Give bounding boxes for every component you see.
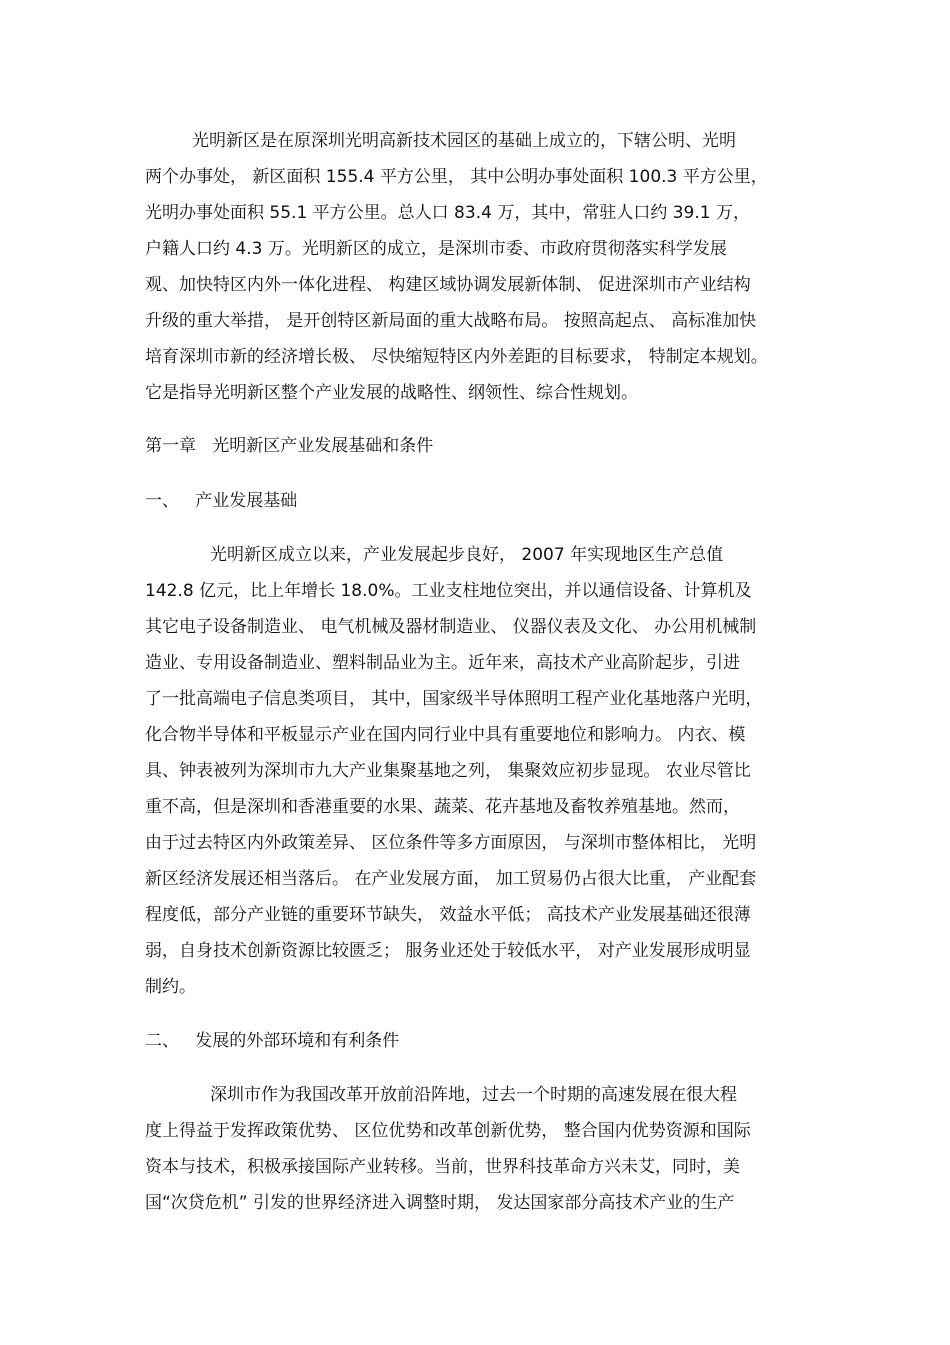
section-title: 一、 产业发展基础: [145, 491, 298, 511]
text-line: 造业、专用设备制造业、塑料制品业为主。近年来，高技术产业高阶起步，引进: [145, 653, 740, 673]
text-line: 光明新区成立以来，产业发展起步良好， 2007 年实现地区生产总值: [210, 545, 724, 565]
text-line: 光明办事处面积 55.1 平方公里。总人口 83.4 万，其中，常驻人口约 39.1 万，: [145, 203, 750, 223]
text-line: 两个办事处， 新区面积 155.4 平方公里， 其中公明办事处面积 100.3 平方公里，: [145, 167, 768, 187]
text-line: 了一批高端电子信息类项目， 其中，国家级半导体照明工程产业化基地落户光明，: [145, 689, 763, 709]
text-line: 新区经济发展还相当落后。 在产业发展方面， 加工贸易仍占很大比重， 产业配套: [145, 869, 757, 889]
text-line: 弱，自身技术创新资源比较匮乏； 服务业还处于较低水平， 对产业发展形成明显: [145, 941, 751, 961]
text-line: 培育深圳市新的经济增长极、 尽快缩短特区内外差距的目标要求， 特制定本规划。: [145, 347, 768, 367]
section-title: 二、 发展的外部环境和有利条件: [145, 1031, 400, 1051]
text-line: 重不高，但是深圳和香港重要的水果、蔬菜、花卉基地及畜牧养殖基地。然而，: [145, 797, 740, 817]
text-line: 它是指导光明新区整个产业发展的战略性、纲领性、综合性规划。: [145, 383, 638, 403]
text-line: 程度低，部分产业链的重要环节缺失， 效益水平低； 高技术产业发展基础还很薄: [145, 905, 751, 925]
text-line: 具、钟表被列为深圳市九大产业集聚基地之列， 集聚效应初步显现。 农业尽管比: [145, 761, 751, 781]
text-line: 光明新区是在原深圳光明高新技术园区的基础上成立的，下辖公明、光明: [192, 131, 736, 151]
text-line: 升级的重大举措， 是开创特区新局面的重大战略布局。 按照高起点、 高标准加快: [145, 311, 757, 331]
text-line: 制约。: [145, 977, 196, 997]
chapter-title: 第一章 光明新区产业发展基础和条件: [145, 436, 434, 456]
text-line: 142.8 亿元，比上年增长 18.0%。工业支柱地位突出，并以通信设备、计算机及: [145, 581, 752, 601]
text-line: 资本与技术，积极承接国际产业转移。当前，世界科技革命方兴未艾，同时，美: [145, 1157, 740, 1177]
text-line: 深圳市作为我国改革开放前沿阵地，过去一个时期的高速发展在很大程: [210, 1085, 737, 1105]
text-line: 由于过去特区内外政策差异、 区位条件等多方面原因， 与深圳市整体相比， 光明: [145, 833, 757, 853]
text-line: 其它电子设备制造业、 电气机械及器材制造业、 仪器仪表及文化、 办公用机械制: [145, 617, 757, 637]
text-line: 户籍人口约 4.3 万。光明新区的成立，是深圳市委、市政府贯彻落实科学发展: [145, 239, 727, 259]
text-line: 度上得益于发挥政策优势、 区位优势和改革创新优势， 整合国内优势资源和国际: [145, 1121, 751, 1141]
text-line: 国“次贷危机” 引发的世界经济进入调整时期， 发达国家部分高技术产业的生产: [145, 1193, 735, 1213]
text-line: 观、加快特区内外一体化进程、 构建区域协调发展新体制、 促进深圳市产业结构: [145, 275, 751, 295]
text-line: 化合物半导体和平板显示产业在国内同行业中具有重要地位和影响力。 内衣、模: [145, 725, 746, 745]
